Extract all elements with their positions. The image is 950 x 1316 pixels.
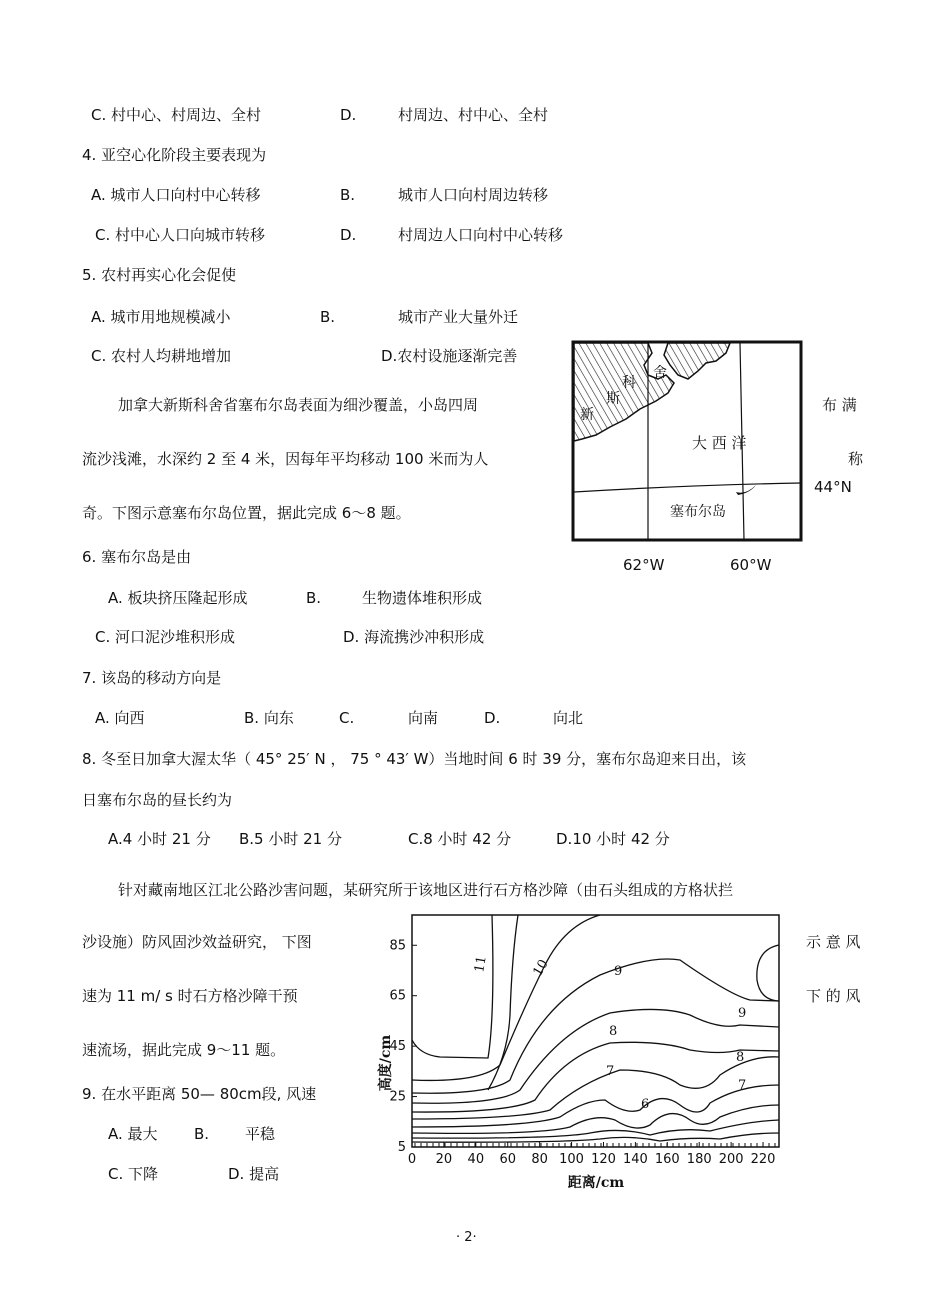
x-tick-label: 160: [654, 1152, 680, 1167]
x-tick-label: 200: [718, 1152, 744, 1167]
q6-option-b-label: B.: [306, 589, 322, 607]
x-tick-label: 60: [499, 1152, 517, 1167]
q5-option-b-text: 城市产业大量外迁: [398, 308, 519, 326]
q3-option-c: C. 村中心、村周边、全村: [91, 106, 262, 124]
wind-speed-contour-chart: [360, 905, 790, 1200]
contour-label-9-right: 9: [738, 1006, 747, 1021]
passage2-line2-right: 示 意 风: [806, 933, 861, 951]
q8-option-b: B.5 小时 21 分: [239, 830, 342, 848]
y-tick-label: 45: [389, 1039, 406, 1055]
q5-option-b-label: B.: [320, 308, 336, 326]
map-ocean-label: 大 西 洋: [692, 434, 747, 452]
map-lat-label: 44°N: [814, 478, 852, 496]
q4-option-d-text: 村周边人口向村中心转移: [398, 226, 564, 244]
q5-option-d: D.农村设施逐渐完善: [381, 347, 518, 365]
q8-option-a: A.4 小时 21 分: [108, 830, 211, 848]
x-tick-label: 180: [686, 1152, 712, 1167]
y-tick-label: 5: [397, 1140, 406, 1155]
q7-option-b: B. 向东: [244, 709, 294, 727]
q5-option-c: C. 农村人均耕地增加: [91, 347, 232, 365]
q9-stem: 9. 在水平距离 50— 80cm段, 风速: [82, 1085, 317, 1103]
q7-option-c-label: C.: [339, 709, 355, 727]
x-tick-label: 120: [591, 1152, 616, 1167]
x-tick-label: 100: [559, 1152, 584, 1167]
x-tick-label: 80: [531, 1152, 548, 1167]
contour-label-10: 10: [530, 957, 552, 979]
q9-option-a: A. 最大: [108, 1125, 158, 1143]
q3-option-d-text: 村周边、村中心、全村: [398, 106, 549, 124]
x-tick-label: 140: [622, 1152, 648, 1167]
passage1-line2-right: 称: [848, 450, 864, 468]
passage2-line2: 沙设施）防风固沙效益研究， 下图: [82, 933, 312, 951]
map-label-ke: 科: [622, 375, 636, 391]
q4-option-a: A. 城市人口向村中心转移: [91, 186, 261, 204]
q4-option-b-label: B.: [340, 186, 356, 204]
q8-option-c: C.8 小时 42 分: [408, 830, 512, 848]
q4-option-c: C. 村中心人口向城市转移: [95, 226, 266, 244]
q7-option-c-text: 向南: [408, 709, 439, 727]
map-label-si: 斯: [606, 391, 620, 407]
contour-label-7-right: 7: [738, 1078, 747, 1093]
map-label-xin: 新: [580, 407, 594, 423]
contour-label-8-mid: 8: [609, 1024, 618, 1039]
q4-option-b-text: 城市人口向村周边转移: [398, 186, 549, 204]
q5-stem: 5. 农村再实心化会促使: [82, 266, 237, 284]
q7-option-a: A. 向西: [95, 709, 145, 727]
contour-label-9-upper: 9: [614, 964, 623, 979]
q9-option-b-label: B.: [194, 1125, 210, 1143]
q6-stem: 6. 塞布尔岛是由: [82, 548, 192, 566]
contour-label-11: 11: [472, 954, 490, 974]
x-tick-label: 40: [467, 1152, 485, 1167]
q3-option-d-label: D.: [340, 106, 357, 124]
chart-ylabel: 高度/cm: [378, 1034, 394, 1092]
chart-xlabel: 距离/cm: [567, 1175, 625, 1191]
q9-option-c: C. 下降: [108, 1165, 159, 1183]
page-number: · 2·: [456, 1230, 477, 1245]
q8-option-d: D.10 小时 42 分: [556, 830, 670, 848]
q9-option-b-text: 平稳: [245, 1125, 276, 1143]
chart-frame: [412, 915, 779, 1147]
q5-option-a: A. 城市用地规模减小: [91, 308, 231, 326]
passage1-line3: 奇。下图示意塞布尔岛位置，据此完成 6～8 题。: [82, 504, 411, 522]
map-lon1-label: 62°W: [623, 556, 665, 574]
q6-option-a: A. 板块挤压隆起形成: [108, 589, 248, 607]
passage2-line1: 针对藏南地区江北公路沙害问题，某研究所于该地区进行石方格沙障（由石头组成的方格状拦: [118, 881, 734, 899]
x-tick-label: 220: [750, 1152, 776, 1167]
x-tick-label: 20: [435, 1152, 453, 1167]
map-island-label: 塞布尔岛: [670, 504, 726, 520]
x-tick-label: 0: [407, 1152, 417, 1167]
passage1-line1-right: 布 满: [822, 396, 857, 414]
q6-option-b-text: 生物遗体堆积形成: [362, 589, 483, 607]
q4-option-d-label: D.: [340, 226, 357, 244]
q6-option-d: D. 海流携沙冲积形成: [343, 628, 485, 646]
map-lon2-label: 60°W: [730, 556, 772, 574]
passage1-line1: 加拿大新斯科舍省塞布尔岛表面为细沙覆盖，小岛四周: [118, 396, 479, 414]
y-tick-label: 65: [389, 988, 406, 1004]
q4-stem: 4. 亚空心化阶段主要表现为: [82, 146, 267, 164]
contour-label-6: 6: [641, 1097, 650, 1112]
q7-stem: 7. 该岛的移动方向是: [82, 669, 222, 687]
q9-option-d: D. 提高: [228, 1165, 280, 1183]
q7-option-d-text: 向北: [553, 709, 584, 727]
q8-stem-line2: 日塞布尔岛的昼长约为: [82, 791, 233, 809]
contour-label-7-mid: 7: [606, 1064, 615, 1079]
q8-stem-line1: 8. 冬至日加拿大渥太华（ 45° 25′ N ， 75 ° 43′ W）当地时间 6 时 39 分，塞布尔岛迎来日出，该: [82, 750, 747, 768]
passage2-line4: 速流场，据此完成 9～11 题。: [82, 1041, 286, 1059]
contour-label-8-right: 8: [736, 1050, 745, 1065]
y-tick-label: 85: [389, 938, 406, 954]
y-tick-label: 25: [389, 1089, 406, 1105]
map-label-she: 舍: [653, 365, 667, 381]
passage1-line2: 流沙浅滩，水深约 2 至 4 米，因每年平均移动 100 米而为人: [82, 450, 489, 468]
q7-option-d-label: D.: [484, 709, 501, 727]
q6-option-c: C. 河口泥沙堆积形成: [95, 628, 236, 646]
passage2-line3: 速为 11 m/ s 时石方格沙障干预: [82, 987, 298, 1005]
passage2-line3-right: 下 的 风: [806, 987, 861, 1005]
sable-island-map: [560, 335, 860, 580]
